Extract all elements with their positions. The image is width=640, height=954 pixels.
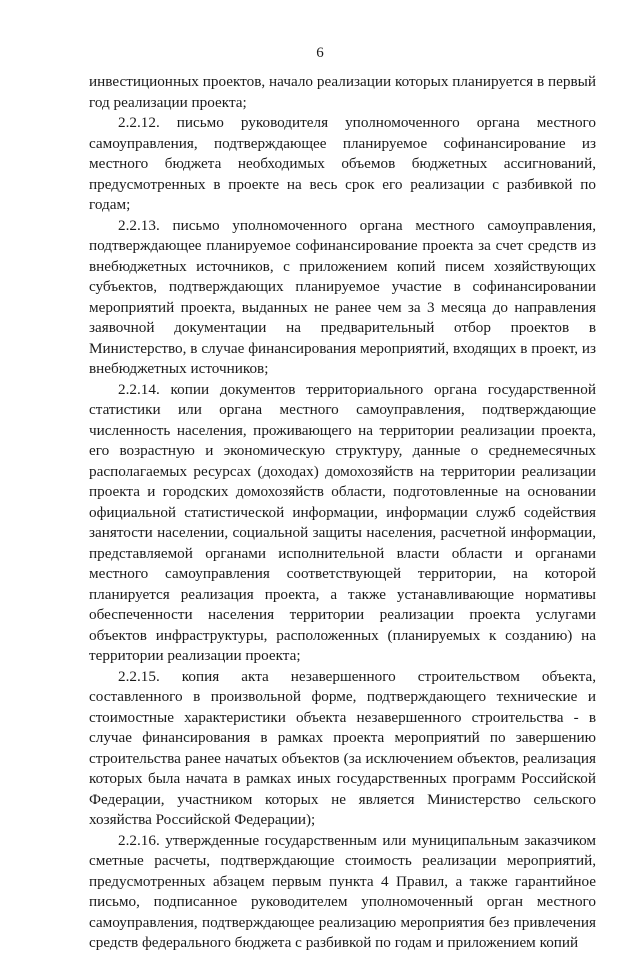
document-body [89,72,596,954]
paragraph-3: 2.2.13. письмо уполномоченного органа местного самоуправления, подтверждающее планируемое софинансирование проекта за счет средств из внебюджетных источников, с приложением копий писем хозяйствующих субъектов, подтверждающих планируемое участие в софинансировании мероприятий проекта, выданных не ранее чем за 3 месяца до направления заявочной документации на предварительный отбор проектов в Министерство, в случае финансирования мероприятий, входящих в проект, из внебюджетных источников; [89,216,596,377]
paragraph-6: 2.2.16. утвержденные государственным или муниципальным заказчиком сметные расчеты, подтверждающие стоимость реализации мероприятий, предусмотренных абзацем первым пункта 4 Правил, а также гарантийное письмо, подписанное руководителем уполномоченный орган местного самоуправления, подтверждающее реализацию мероприятия без привлечения средств федерального бюджета с разбивкой по годам и приложением копий [89,831,596,951]
paragraph-1: инвестиционных проектов, начало реализации которых планируется в первый год реализации проекта; [89,73,596,111]
paragraph-5: 2.2.15. копия акта незавершенного строительством объекта, составленного в произвольной форме, подтверждающего технические и стоимостные характеристики объекта незавершенного строительства - в случае финансирования в рамках проекта мероприятий по завершению строительства ранее начатых объектов (за исключением объектов, реализация которых была начата в рамках иных государственных программ Российской Федерации, участником которых не является Министерство сельского хозяйства Российской Федерации); [89,667,596,828]
paragraph-2: 2.2.12. письмо руководителя уполномоченного органа местного самоуправления, подтверждающее планируемое софинансирование из местного бюджета необходимых объемов бюджетных ассигнований, предусмотренных в проекте на весь срок его реализации с разбивкой по годам; [89,114,596,213]
page-number: 6 [316,45,324,61]
paragraph-4: 2.2.14. копии документов территориального органа государственной статистики или органа местного самоуправления, подтверждающие численность населения, проживающего на территории реализации проекта, его возрастную и экономическую структуру, данные о среднемесячных располагаемых ресурсах (доходах) домохозяйств на территории реализации проекта и городских домохозяйств области, подготовленные на основании официальной статистической информации, информации служб содействия занятости населении, социальной защиты населения, расчетной информации, представляемой органами исполнительной власти области и органами местного самоуправления соответствующей территории, на которой планируется реализация проекта, а также устанавливающие нормативы обеспеченности населения территории реализации проекта услугами объектов инфраструктуры, расположенных (планируемых к созданию) на территории реализации проекта; [89,380,596,664]
